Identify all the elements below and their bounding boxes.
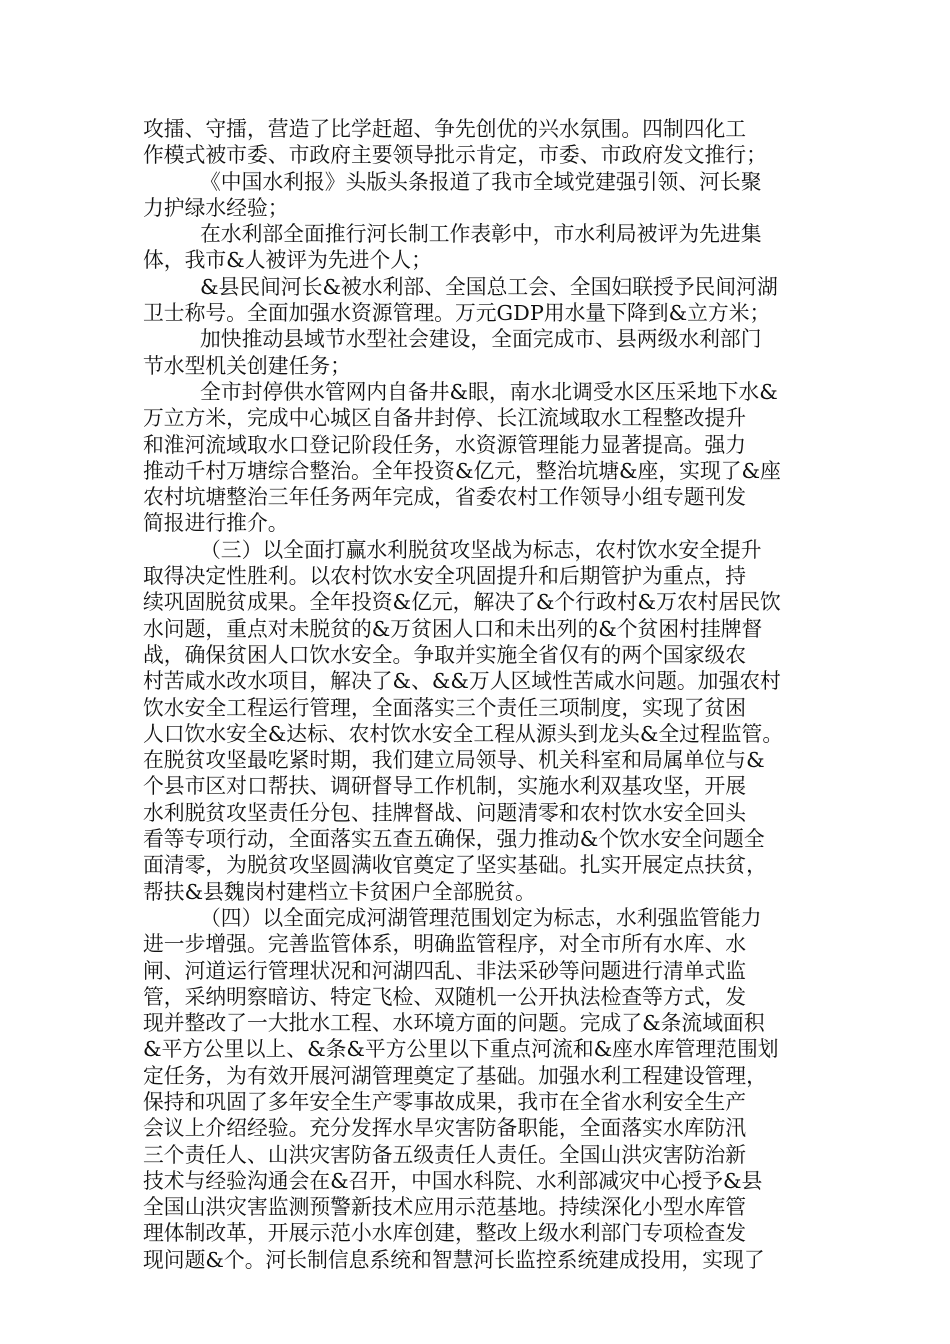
text-line: 简报进行推介。 bbox=[143, 511, 289, 536]
text-line: 闸、河道运行管理状况和河湖四乱、非法采砂等问题进行清单式监 bbox=[143, 958, 747, 983]
text-line: &平方公里以上、&条&平方公里以下重点河流和&座水库管理范围划 bbox=[143, 1037, 779, 1062]
text-line: 个县市区对口帮扶、调研督导工作机制，实施水利双基攻坚，开展 bbox=[143, 774, 747, 799]
text-line: 三个责任人、山洪灾害防备五级责任人责任。全国山洪灾害防治新 bbox=[143, 1142, 747, 1167]
text-line: 村苦咸水改水项目，解决了&、&&万人区域性苦咸水问题。加强农村 bbox=[143, 669, 781, 694]
text-line: 在脱贫攻坚最吃紧时期，我们建立局领导、机关科室和局属单位与& bbox=[143, 748, 765, 773]
text-line: 全市封停供水管网内自备井&眼，南水北调受水区压采地下水& bbox=[200, 379, 778, 404]
text-line: 理体制改革，开展示范小水库创建，整改上级水利部门专项检查发 bbox=[143, 1221, 747, 1246]
text-line: 在水利部全面推行河长制工作表彰中，市水利局被评为先进集 bbox=[200, 222, 762, 247]
text-line: 和淮河流域取水口登记阶段任务，水资源管理能力显著提高。强力 bbox=[143, 432, 747, 457]
text-line: 人口饮水安全&达标、农村饮水安全工程从源头到龙头&全过程监管。 bbox=[143, 721, 784, 746]
text-line: 面清零，为脱贫攻坚圆满收官奠定了坚实基础。扎实开展定点扶贫， bbox=[143, 853, 767, 878]
text-line: 饮水安全工程运行管理，全面落实三个责任三项制度，实现了贫困 bbox=[143, 695, 747, 720]
text-line: 加快推动县域节水型社会建设，全面完成市、县两级水利部门 bbox=[200, 327, 762, 352]
text-line: 卫士称号。全面加强水资源管理。万元GDP用水量下降到&立方米； bbox=[143, 301, 771, 326]
text-line: 农村坑塘整治三年任务两年完成，省委农村工作领导小组专题刊发 bbox=[143, 485, 747, 510]
text-line: 节水型机关创建任务； bbox=[143, 353, 351, 378]
text-line: 《中国水利报》头版头条报道了我市全域党建强引领、河长聚 bbox=[200, 169, 762, 194]
text-line: 战，确保贫困人口饮水安全。争取并实施全省仅有的两个国家级农 bbox=[143, 642, 747, 667]
text-line: 保持和巩固了多年安全生产零事故成果，我市在全省水利安全生产 bbox=[143, 1089, 747, 1114]
text-line: 水问题，重点对未脱贫的&万贫困人口和未出列的&个贫困村挂牌督 bbox=[143, 616, 763, 641]
text-line: &县民间河长&被水利部、全国总工会、全国妇联授予民间河湖 bbox=[200, 274, 778, 299]
text-line: 续巩固脱贫成果。全年投资&亿元，解决了&个行政村&万农村居民饮 bbox=[143, 590, 781, 615]
text-line: 万立方米，完成中心城区自备井封停、长江流域取水工程整改提升 bbox=[143, 406, 747, 431]
text-line: 现问题&个。河长制信息系统和智慧河长监控系统建成投用，实现了 bbox=[143, 1247, 765, 1272]
text-line: 攻擂、守擂，营造了比学赶超、争先创优的兴水氛围。四制四化工 bbox=[143, 117, 747, 141]
text-line: 管，采纳明察暗访、特定飞检、双随机一公开执法检查等方式，发 bbox=[143, 984, 747, 1009]
text-line: 进一步增强。完善监管体系，明确监管程序，对全市所有水库、水 bbox=[143, 932, 747, 957]
text-line: 体，我市&人被评为先进个人； bbox=[143, 248, 432, 273]
text-line: （四）以全面完成河湖管理范围划定为标志，水利强监管能力 bbox=[200, 905, 762, 930]
text-line: 技术与经验沟通会在&召开，中国水科院、水利部减灾中心授予&县 bbox=[143, 1168, 763, 1193]
text-line: 全国山洪灾害监测预警新技术应用示范基地。持续深化小型水库管 bbox=[143, 1195, 747, 1220]
text-line: 现并整改了一大批水工程、水环境方面的问题。完成了&条流域面积 bbox=[143, 1011, 765, 1036]
text-line: 取得决定性胜利。以农村饮水安全巩固提升和后期管护为重点，持 bbox=[143, 564, 747, 589]
text-line: 帮扶&县魏岗村建档立卡贫困户全部脱贫。 bbox=[143, 879, 536, 904]
text-line: 会议上介绍经验。充分发挥水旱灾害防备职能，全面落实水库防汛 bbox=[143, 1116, 747, 1141]
document-body-text bbox=[143, 116, 815, 1273]
text-line: 作模式被市委、市政府主要领导批示肯定，市委、市政府发文推行； bbox=[143, 143, 767, 168]
text-line: 力护绿水经验； bbox=[143, 195, 289, 220]
text-line: 定任务，为有效开展河湖管理奠定了基础。加强水利工程建设管理， bbox=[143, 1063, 767, 1088]
text-line: （三）以全面打赢水利脱贫攻坚战为标志，农村饮水安全提升 bbox=[200, 537, 762, 562]
text-line: 水利脱贫攻坚责任分包、挂牌督战、问题清零和农村饮水安全回头 bbox=[143, 800, 747, 825]
text-line: 看等专项行动，全面落实五查五确保，强力推动&个饮水安全问题全 bbox=[143, 827, 765, 852]
text-line: 推动千村万塘综合整治。全年投资&亿元，整治坑塘&座，实现了&座 bbox=[143, 458, 781, 483]
